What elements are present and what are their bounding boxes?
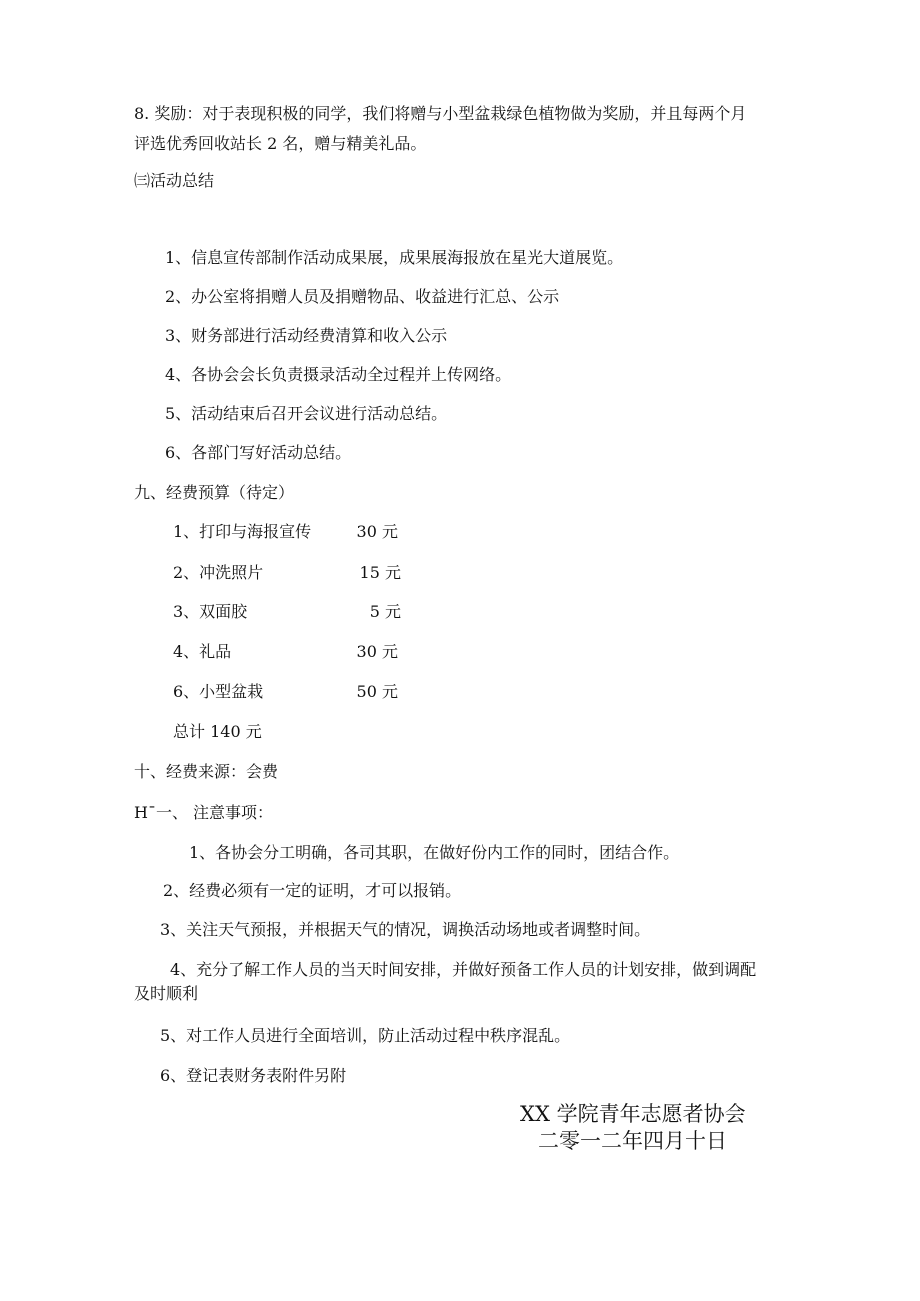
summary-heading: ㈢活动总结 (134, 171, 215, 190)
budget-item-label: 6、小型盆栽 (173, 682, 264, 701)
budget-item-label: 1、打印与海报宣传 (173, 522, 312, 541)
summary-item-6: 6、各部门写好活动总结。 (165, 443, 352, 462)
signature-date: 二零一二年四月十日 (538, 1129, 727, 1153)
notes-item-5: 5、对工作人员进行全面培训，防止活动过程中秩序混乱。 (160, 1026, 571, 1045)
reward-line-1: 8. 奖励：对于表现积极的同学，我们将赠与小型盆栽绿色植物做为奖励，并且每两个月 (134, 104, 747, 123)
notes-item-4-continued: 及时顺利 (134, 984, 199, 1003)
summary-item-1: 1、信息宣传部制作活动成果展，成果展海报放在星光大道展览。 (165, 248, 624, 267)
notes-item-3: 3、关注天气预报，并根据天气的情况，调换活动场地或者调整时间。 (160, 920, 651, 939)
notes-item-1: 1、各协会分工明确，各司其职，在做好份内工作的同时，团结合作。 (189, 843, 680, 862)
budget-item-amount: 50 元 (356, 682, 398, 701)
budget-total: 总计 140 元 (173, 722, 262, 741)
source-heading: 十、经费来源：会费 (134, 762, 279, 781)
budget-item-amount: 30 元 (356, 522, 398, 541)
notes-heading: H¯一、 注意事项： (134, 803, 274, 822)
budget-item-amount: 5 元 (369, 602, 401, 621)
summary-item-3: 3、财务部进行活动经费清算和收入公示 (165, 326, 448, 345)
budget-item-label: 2、冲洗照片 (173, 563, 264, 582)
summary-item-4: 4、各协会会长负责摄录活动全过程并上传网络。 (165, 365, 512, 384)
reward-line-2: 评选优秀回收站长 2 名，赠与精美礼品。 (134, 134, 427, 153)
budget-item-amount: 15 元 (359, 563, 401, 582)
notes-item-6: 6、登记表财务表附件另附 (160, 1066, 347, 1085)
notes-item-4: 4、充分了解工作人员的当天时间安排，并做好预备工作人员的计划安排，做到调配 (170, 960, 757, 979)
signature-organization: XX 学院青年志愿者协会 (520, 1102, 746, 1126)
budget-item-label: 4、礼品 (173, 642, 232, 661)
budget-item-label: 3、双面胶 (173, 602, 248, 621)
budget-item-amount: 30 元 (356, 642, 398, 661)
summary-item-2: 2、办公室将捐赠人员及捐赠物品、收益进行汇总、公示 (165, 287, 560, 306)
notes-item-2: 2、经费必须有一定的证明，才可以报销。 (163, 881, 462, 900)
budget-heading: 九、经费预算（待定） (134, 483, 295, 502)
summary-item-5: 5、活动结束后召开会议进行活动总结。 (165, 404, 448, 423)
